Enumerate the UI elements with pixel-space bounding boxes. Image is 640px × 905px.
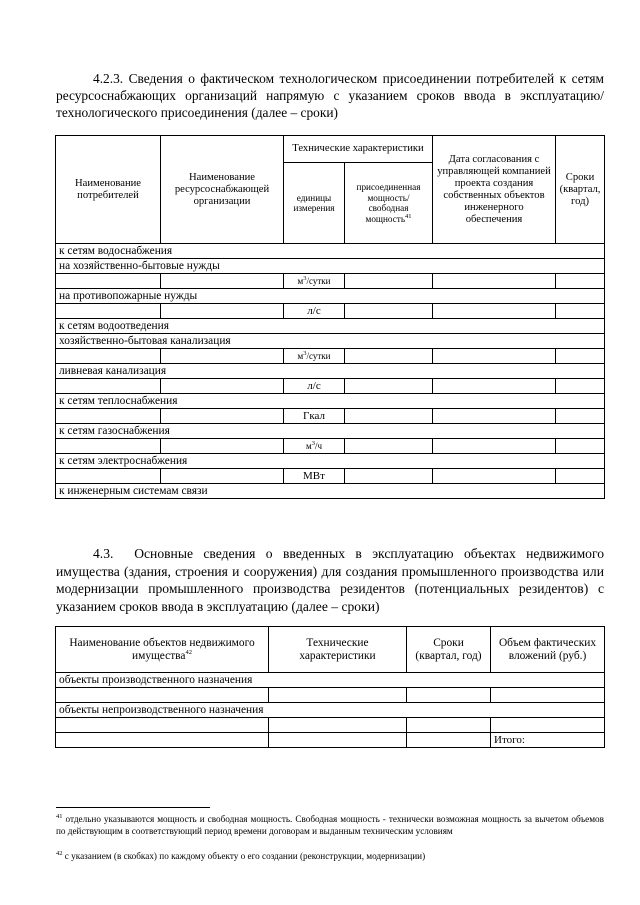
- cell-approval[interactable]: [433, 439, 556, 454]
- cell-object[interactable]: [56, 688, 269, 703]
- cell-object[interactable]: [56, 718, 269, 733]
- cell-investment[interactable]: [491, 688, 605, 703]
- cell-unit: [284, 469, 345, 484]
- cell-consumer[interactable]: [56, 439, 161, 454]
- header-consumer-name: Наименование потребителей: [56, 136, 161, 244]
- header-terms: Сроки (квартал, год): [407, 627, 491, 673]
- real-estate-table: [55, 626, 605, 748]
- cell-supplier[interactable]: [161, 469, 284, 484]
- unit-value: л/с: [307, 380, 321, 392]
- section-row: [56, 454, 605, 469]
- cell-approval[interactable]: [433, 304, 556, 319]
- cell-tech[interactable]: [269, 688, 407, 703]
- footnote-text: с указанием (в скобках) по каждому объекту о его создании (реконструкции, модернизации): [64, 851, 426, 861]
- cell-approval[interactable]: [433, 469, 556, 484]
- cell-terms[interactable]: [556, 379, 605, 394]
- cell-capacity[interactable]: [345, 409, 433, 424]
- header-approval-date: Дата согласования с управляющей компанией проекта создания собственных объектов инженерного обеспечения: [433, 136, 556, 244]
- footnote-text: отдельно указываются мощность и свободная мощность. Свободная мощность - технически возможная мощность за вычетом объемов по действующим в соответствующий период времени договорам и выданным техническим условиям: [56, 814, 604, 836]
- footnote-mark: 41: [56, 812, 63, 820]
- cell-consumer[interactable]: [56, 469, 161, 484]
- cell-terms[interactable]: [556, 304, 605, 319]
- unit-value: м: [297, 276, 304, 286]
- unit-suffix: /ч: [314, 441, 322, 451]
- section-row: [56, 394, 605, 409]
- section-label: ливневая канализация: [56, 364, 605, 379]
- unit-value: м: [297, 351, 304, 361]
- unit-value: м: [306, 441, 312, 451]
- unit-exponent: 3: [303, 350, 307, 357]
- unit-row: [56, 274, 605, 289]
- section-row-industrial: объекты производственного назначения: [56, 673, 605, 688]
- cell-capacity[interactable]: [345, 439, 433, 454]
- section-number: 4.2.3.: [93, 71, 124, 86]
- footnote-42: [56, 851, 604, 863]
- section-row: [56, 424, 605, 439]
- header-investments: Объем фактических вложений (руб.): [491, 627, 605, 673]
- cell-consumer[interactable]: [56, 274, 161, 289]
- cell-approval[interactable]: [433, 379, 556, 394]
- section-row: [56, 244, 605, 259]
- footnote-divider: [56, 807, 210, 808]
- cell-terms[interactable]: [407, 718, 491, 733]
- footnote-mark: 42: [56, 849, 63, 857]
- footnote-ref-42: 42: [185, 648, 192, 656]
- cell-consumer[interactable]: [56, 349, 161, 364]
- cell-unit: [284, 349, 345, 364]
- unit-value: Гкал: [302, 410, 325, 422]
- footnote-ref-41: 41: [405, 212, 412, 220]
- unit-row: [56, 349, 605, 364]
- section-row: [56, 364, 605, 379]
- cell-supplier[interactable]: [161, 274, 284, 289]
- header-tech-chars: Технические характеристики: [269, 627, 407, 673]
- cell-blank: [56, 733, 269, 748]
- cell-capacity[interactable]: [345, 304, 433, 319]
- connections-table: [55, 135, 605, 499]
- cell-consumer[interactable]: [56, 304, 161, 319]
- unit-row: [56, 379, 605, 394]
- total-label: Итого:: [491, 733, 605, 748]
- cell-approval[interactable]: [433, 409, 556, 424]
- cell-terms[interactable]: [556, 274, 605, 289]
- cell-terms[interactable]: [556, 409, 605, 424]
- cell-supplier[interactable]: [161, 439, 284, 454]
- section-label: к сетям теплоснабжения: [56, 394, 605, 409]
- cell-supplier[interactable]: [161, 409, 284, 424]
- unit-suffix: /сутки: [306, 351, 331, 361]
- cell-unit: [284, 304, 345, 319]
- cell-capacity[interactable]: [345, 274, 433, 289]
- cell-blank: [407, 733, 491, 748]
- cell-consumer[interactable]: [56, 379, 161, 394]
- cell-investment[interactable]: [491, 718, 605, 733]
- cell-capacity[interactable]: [345, 379, 433, 394]
- cell-terms[interactable]: [556, 439, 605, 454]
- unit-row: [56, 439, 605, 454]
- unit-exponent: 3: [303, 275, 307, 282]
- unit-value: МВт: [303, 470, 325, 482]
- header-tech-chars: Технические характеристики: [284, 136, 433, 163]
- unit-row: [56, 409, 605, 424]
- footnote-41: [56, 814, 604, 837]
- cell-supplier[interactable]: [161, 304, 284, 319]
- section-text: Основные сведения о введенных в эксплуатацию объектах недвижимого имущества (здания, строения и сооружения) для создания промышленного производства или модернизации промышленного производства резидентов (потенциальных резидентов) с указанием сроков ввода в эксплуатацию (далее – сроки): [56, 546, 604, 614]
- cell-unit: [284, 379, 345, 394]
- section-label: хозяйственно-бытовая канализация: [56, 334, 605, 349]
- header-units: единицы измерения: [284, 163, 345, 244]
- section-label: к сетям водоотведения: [56, 319, 605, 334]
- cell-capacity[interactable]: [345, 469, 433, 484]
- section-text: Сведения о фактическом технологическом присоединении потребителей к сетям ресурсоснабжающих организаций напрямую с указанием сроков ввода в эксплуатацию/ технологического присоединения (далее – сроки): [56, 71, 604, 120]
- section-4-3-paragraph: [56, 545, 604, 615]
- section-number: 4.3.: [93, 546, 114, 561]
- section-label: на хозяйственно-бытовые нужды: [56, 259, 605, 274]
- total-row: [56, 733, 605, 748]
- section-row: [56, 289, 605, 304]
- unit-row: [56, 304, 605, 319]
- cell-blank: [269, 733, 407, 748]
- cell-supplier[interactable]: [161, 379, 284, 394]
- header-capacity: присоединенная мощность/ свободная мощность$^{41}$: [345, 163, 433, 244]
- cell-approval[interactable]: [433, 349, 556, 364]
- section-label: на противопожарные нужды: [56, 289, 605, 304]
- section-label: к сетям газоснабжения: [56, 424, 605, 439]
- unit-exponent: 3: [311, 440, 315, 447]
- cell-consumer[interactable]: [56, 409, 161, 424]
- section-row: [56, 334, 605, 349]
- data-row: [56, 718, 605, 733]
- cell-approval[interactable]: [433, 274, 556, 289]
- cell-capacity[interactable]: [345, 349, 433, 364]
- cell-unit: [284, 274, 345, 289]
- unit-value: л/с: [307, 305, 321, 317]
- header-object-name: Наименование объектов недвижимого имущества$^{42}$: [56, 627, 269, 673]
- section-row: [56, 319, 605, 334]
- cell-unit: [284, 409, 345, 424]
- header-terms: Сроки (квартал, год): [556, 136, 605, 244]
- header-supplier-name: Наименование ресурсоснабжающей организации: [161, 136, 284, 244]
- section-label: к инженерным системам связи: [56, 484, 605, 499]
- section-row-non-industrial: объекты непроизводственного назначения: [56, 703, 605, 718]
- cell-terms[interactable]: [407, 688, 491, 703]
- cell-supplier[interactable]: [161, 349, 284, 364]
- section-row: [56, 259, 605, 274]
- data-row: [56, 688, 605, 703]
- unit-row: [56, 469, 605, 484]
- unit-suffix: /сутки: [306, 276, 331, 286]
- cell-terms[interactable]: [556, 349, 605, 364]
- cell-unit: [284, 439, 345, 454]
- section-4-2-3-paragraph: [56, 70, 604, 121]
- section-row: [56, 484, 605, 499]
- cell-tech[interactable]: [269, 718, 407, 733]
- section-label: к сетям электроснабжения: [56, 454, 605, 469]
- section-label: к сетям водоснабжения: [56, 244, 605, 259]
- cell-terms[interactable]: [556, 469, 605, 484]
